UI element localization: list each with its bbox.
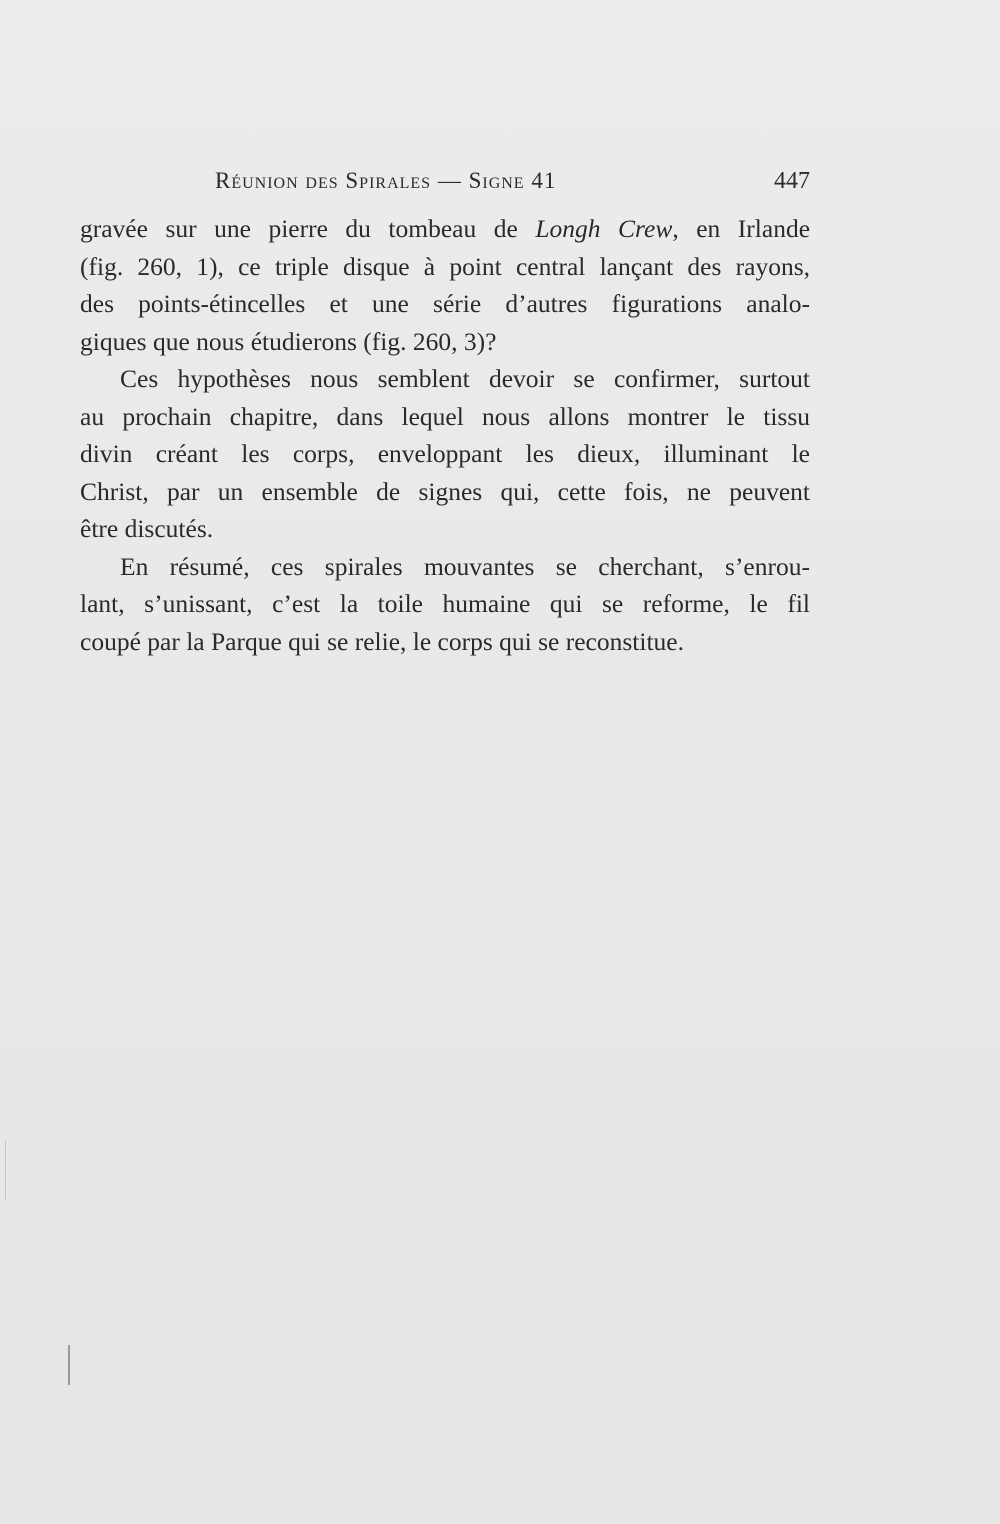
page-number: 447 bbox=[774, 168, 810, 194]
text-line: Christ, par un ensemble de signes qui, cette fois, ne peuvent bbox=[80, 476, 810, 506]
text-line: giques que nous étudierons (fig. 260, 3)? bbox=[80, 326, 497, 356]
text-line: divin créant les corps, enveloppant les dieux, illuminant le bbox=[80, 439, 810, 468]
margin-mark bbox=[68, 1345, 70, 1385]
page-header bbox=[80, 168, 810, 204]
paragraph bbox=[80, 360, 810, 548]
paragraph bbox=[80, 210, 810, 360]
text-line: coupé par la Parque qui se relie, le corps qui se reconstitue. bbox=[80, 626, 684, 656]
margin-mark bbox=[5, 1140, 6, 1200]
paragraph bbox=[80, 548, 810, 661]
text-line: Ces hypothèses nous semblent devoir se confirmer, surtout bbox=[120, 364, 810, 393]
body-text bbox=[80, 210, 810, 660]
text-line: En résumé, ces spirales mouvantes se cherchant, s’enrou- bbox=[120, 551, 810, 581]
running-title: Réunion des Spirales — Signe 41 bbox=[215, 168, 557, 193]
text-line: des points-étincelles et une série d’autres figurations analo- bbox=[80, 289, 810, 318]
text-line: gravée sur une pierre du tombeau de Longh Crew, en Irlande bbox=[80, 214, 811, 243]
text-line: être discutés. bbox=[80, 514, 214, 543]
text-line: au prochain chapitre, dans lequel nous allons montrer le tissu bbox=[80, 401, 810, 431]
italic-place-name: Longh Crew bbox=[535, 214, 673, 243]
text-line: (fig. 260, 1), ce triple disque à point central lançant des rayons, bbox=[80, 251, 810, 281]
text-line: lant, s’unissant, c’est la toile humaine qui se reforme, le fil bbox=[80, 589, 810, 618]
